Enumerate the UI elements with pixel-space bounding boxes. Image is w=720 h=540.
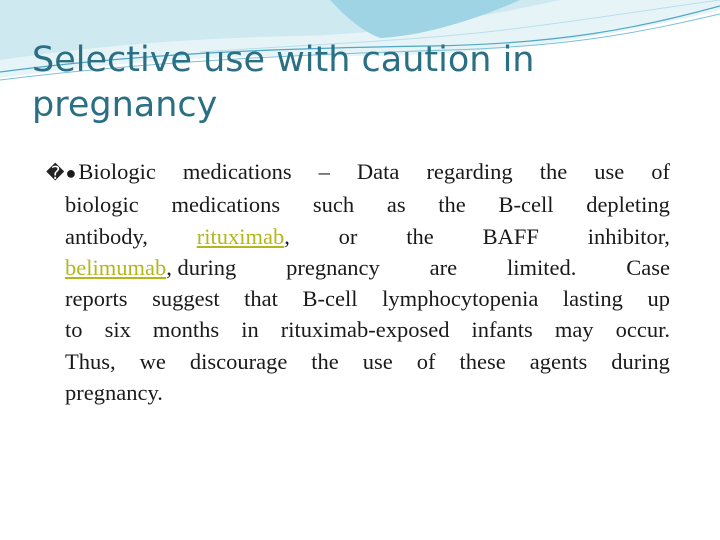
word: agents: [529, 348, 588, 374]
word: discourage: [189, 348, 288, 374]
word: antibody,: [65, 223, 148, 249]
word: the: [539, 159, 568, 184]
word: limited.: [506, 254, 577, 280]
paragraph-line-8: [46, 377, 670, 408]
word: months: [152, 317, 220, 343]
word: regarding: [426, 159, 513, 184]
paragraph-line-6: [46, 314, 670, 345]
word: during: [611, 348, 670, 374]
word: may: [554, 317, 594, 343]
word: infants: [471, 317, 533, 343]
word: pregnancy.: [65, 380, 163, 406]
word: B-cell: [302, 286, 358, 312]
word: these: [459, 348, 506, 374]
word: , during: [166, 254, 237, 280]
paragraph-line-4: [46, 252, 670, 283]
word: up: [647, 286, 670, 312]
word: occur.: [615, 317, 670, 343]
paragraph-line-7: [46, 346, 670, 377]
word: as: [386, 192, 406, 218]
word: that: [244, 286, 278, 312]
missing-glyph-icon: �: [46, 163, 65, 184]
word: the: [438, 192, 466, 218]
word: Data: [356, 159, 400, 184]
word: such: [312, 192, 355, 218]
paragraph-line-1: [46, 156, 670, 189]
word: six: [104, 317, 131, 343]
word: Thus,: [65, 348, 116, 374]
word: BAFF: [482, 223, 539, 249]
word: in: [241, 317, 259, 343]
word: reports: [65, 286, 128, 312]
paragraph-line-2: [46, 189, 670, 220]
word: rituximab-exposed: [280, 317, 450, 343]
word: use: [362, 348, 393, 374]
paragraph-line-5: [46, 283, 670, 314]
slide-title: [32, 38, 652, 128]
link-group: [197, 221, 290, 252]
bullet-first-word: [46, 156, 156, 189]
word: lasting: [562, 286, 623, 312]
word: ,: [284, 223, 290, 249]
word: the: [406, 223, 434, 249]
word: Case: [626, 254, 670, 280]
paragraph-line-3: [46, 221, 670, 252]
word: B-cell: [498, 192, 554, 218]
word: or: [338, 223, 358, 249]
bullet-dot-icon: ●: [65, 163, 77, 183]
word: we: [139, 348, 166, 374]
word: depleting: [586, 192, 670, 218]
word: Biologic: [78, 159, 156, 184]
belimumab-link[interactable]: belimumab: [65, 254, 167, 280]
word: medications: [171, 192, 281, 218]
word: medications: [182, 159, 292, 184]
word: are: [429, 254, 458, 280]
title-line-2: pregnancy: [32, 85, 218, 125]
word: pregnancy: [286, 254, 380, 280]
link-group: [65, 252, 236, 283]
bullet-paragraph: [46, 156, 670, 408]
word: of: [651, 159, 670, 184]
word: of: [416, 348, 436, 374]
word: –: [318, 159, 330, 184]
word: biologic: [65, 192, 139, 218]
word: the: [311, 348, 339, 374]
word: lymphocytopenia: [382, 286, 539, 312]
word: suggest: [152, 286, 220, 312]
word: inhibitor,: [587, 223, 670, 249]
rituximab-link[interactable]: rituximab: [196, 223, 285, 249]
word: to: [65, 317, 83, 343]
title-line-1: Selective use with caution in: [32, 40, 535, 80]
word: use: [594, 159, 625, 184]
